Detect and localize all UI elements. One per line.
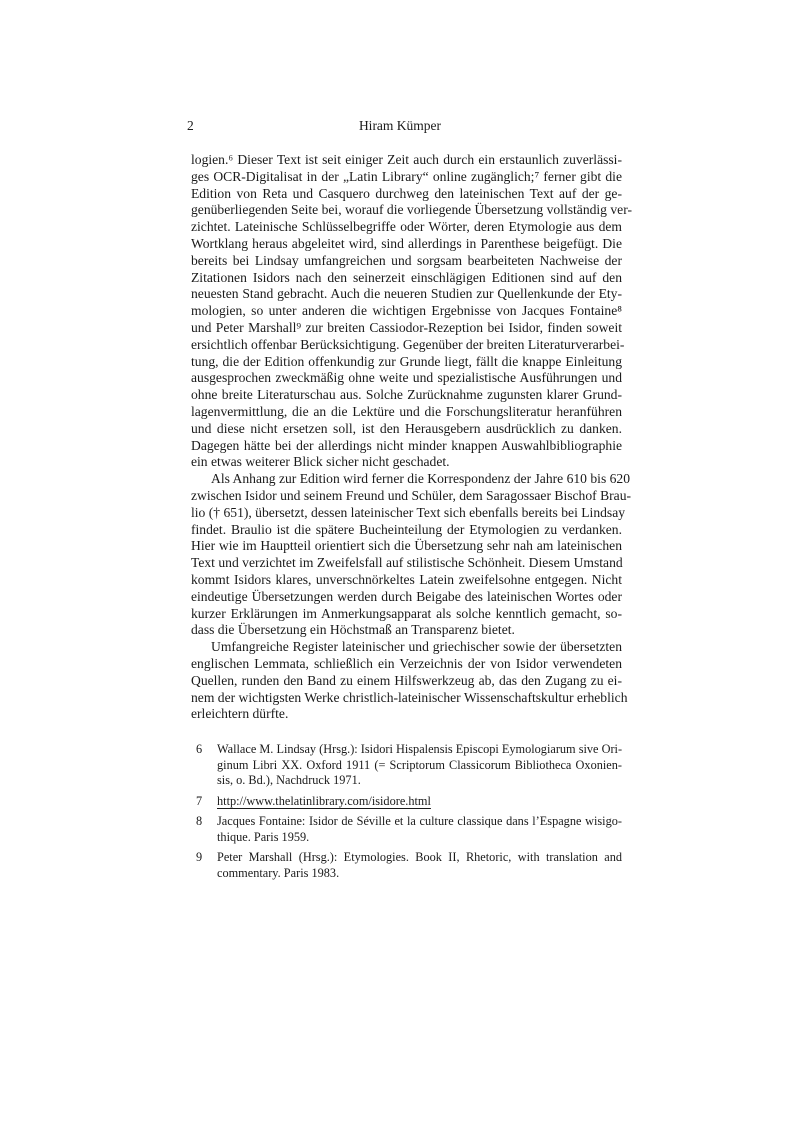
- text-line: Umfangreiche Register lateinischer und griechischer sowie der übersetzten: [211, 639, 622, 655]
- footnote-6: [196, 742, 622, 789]
- text-line: Hier wie im Hauptteil orientiert sich die Übersetzung sehr nah am lateinischen: [191, 538, 622, 554]
- body-text: [191, 152, 632, 886]
- text-line: bereits bei Lindsay umfangreichen und sorgsam bearbeiteten Nachweise der: [191, 252, 622, 268]
- text-line: ersichtlich offenbar Berücksichtigung. Gegenüber der breiten Literaturverarbei-: [191, 336, 625, 352]
- footnotes: [191, 742, 622, 881]
- paragraph-2: [191, 471, 632, 639]
- text-line: Jacques Fontaine: Isidor de Séville et la culture classique dans l’Espagne wisigo-: [217, 814, 622, 829]
- text-line: thique. Paris 1959.: [217, 829, 310, 844]
- text-line: genüberliegenden Seite bei, worauf die vorliegende Übersetzung vollständig ver-: [191, 202, 632, 218]
- text-line: lagenvermittlung, die an die Lektüre und die Forschungsliteratur heranführen: [191, 403, 622, 419]
- text-line: ausgesprochen zweckmäßig ohne weite und spezialistische Ausführungen und: [191, 370, 622, 386]
- text-line: Dagegen hätte bei der allerdings nicht minder knappen Auswahlbibliographie: [191, 437, 622, 453]
- text-line: tung, die der Edition offenkundig zur Grunde liegt, fällt die knappe Einleitung: [191, 353, 622, 369]
- text-line: lio († 651), übersetzt, dessen lateinischer Text sich ebenfalls bereits bei Lindsay: [191, 504, 626, 520]
- footnote-text: [217, 742, 622, 789]
- footnote-7: [196, 794, 622, 810]
- text-line: Wallace M. Lindsay (Hrsg.): Isidori Hispalensis Episcopi Eymologiarum sive Ori-: [217, 742, 623, 757]
- text-line: sis, o. Bd.), Nachdruck 1971.: [217, 773, 361, 788]
- text-line: Text und verzichtet im Zweifelsfall auf stilistische Schönheit. Diesem Umstand: [191, 555, 623, 571]
- text-line: zwischen Isidor und seinem Freund und Schüler, dem Saragossaer Bischof Brau-: [191, 487, 632, 503]
- text-line: ges OCR-Digitalisat in der „Latin Library“ online zugänglich;⁷ ferner gibt die: [191, 168, 622, 184]
- page-number: 2: [187, 118, 194, 133]
- text-line: findet. Braulio ist die spätere Bucheinteilung der Etymologien zu verdanken.: [191, 521, 622, 537]
- footnote-text: [217, 814, 622, 845]
- text-line: englischen Lemmata, schließlich ein Verzeichnis der von Isidor verwendeten: [191, 655, 622, 671]
- text-line: commentary. Paris 1983.: [217, 865, 340, 880]
- paragraph-3: [191, 639, 628, 723]
- text-line: und Peter Marshall⁹ zur breiten Cassiodor-Rezeption bei Isidor, finden soweit: [191, 319, 622, 335]
- footnote-9: [196, 850, 622, 881]
- text-line: kurzer Erklärungen im Anmerkungsapparat als solche kenntlich gemacht, so-: [191, 605, 622, 621]
- text-line: ginum Libri XX. Oxford 1911 (= Scriptorum Classicorum Bibliotheca Oxonien-: [217, 757, 622, 772]
- footnote-number: 7: [196, 793, 203, 808]
- text-line: Als Anhang zur Edition wird ferner die Korrespondenz der Jahre 610 bis 620: [211, 471, 631, 487]
- footnote-number: 9: [196, 850, 203, 865]
- text-line: und diese nicht ersetzen soll, ist den Herausgebern ausdrücklich zu danken.: [191, 420, 622, 436]
- text-line: Quellen, runden den Band zu einem Hilfswerkzeug ab, das den Zugang zu ei-: [191, 672, 622, 688]
- text-line: Edition von Reta und Casquero durchweg den lateinischen Text auf der ge-: [191, 185, 622, 201]
- text-line: neuesten Stand gebracht. Auch die neueren Studien zur Quellenkunde der Ety-: [191, 286, 622, 302]
- text-line: eindeutige Übersetzungen werden durch Beigabe des lateinischen Wortes oder: [191, 588, 622, 604]
- text-line: Wortklang heraus abgeleitet wird, sind allerdings in Parenthese beigefügt. Die: [191, 235, 622, 251]
- text-line: logien.⁶ Dieser Text ist seit einiger Zeit auch durch ein erstaunlich zuverlässi-: [191, 152, 622, 167]
- text-line: mologien, so unter anderen die wichtigen Ergebnisse von Jacques Fontaine⁸: [191, 303, 622, 319]
- footnote-link[interactable]: http://www.thelatinlibrary.com/isidore.html: [217, 793, 431, 808]
- text-line: erleichtern dürfte.: [191, 706, 289, 722]
- text-line: ohne breite Literaturschau aus. Solche Zurücknahme zugunsten klarer Grund-: [191, 387, 622, 403]
- text-line: zichtet. Lateinische Schlüsselbegriffe oder Wörter, deren Etymologie aus dem: [191, 219, 622, 235]
- text-line: ein etwas weiterer Blick sicher nicht geschadet.: [191, 454, 450, 470]
- text-line: kommt Isidors klares, unverschnörkeltes Latein zweifelsohne entgegen. Nicht: [191, 571, 622, 587]
- footnote-8: [196, 814, 622, 845]
- text-line: dass die Übersetzung ein Höchstmaß an Transparenz bietet.: [191, 622, 515, 638]
- text-line: Zitationen Isidors nach den seinerzeit einschlägigen Editionen sind auf den: [191, 269, 622, 285]
- footnote-text: [217, 850, 622, 881]
- text-line: Peter Marshall (Hrsg.): Etymologies. Book II, Rhetoric, with translation and: [217, 850, 622, 865]
- footnote-number: 6: [196, 742, 203, 757]
- paragraph-1: [191, 152, 632, 471]
- text-line: nem der wichtigsten Werke christlich-lateinischer Wissenschaftskultur erheblich: [191, 689, 628, 705]
- running-header-author: Hiram Kümper: [358, 118, 442, 133]
- footnote-number: 8: [196, 814, 203, 829]
- footnote-text: [217, 794, 622, 810]
